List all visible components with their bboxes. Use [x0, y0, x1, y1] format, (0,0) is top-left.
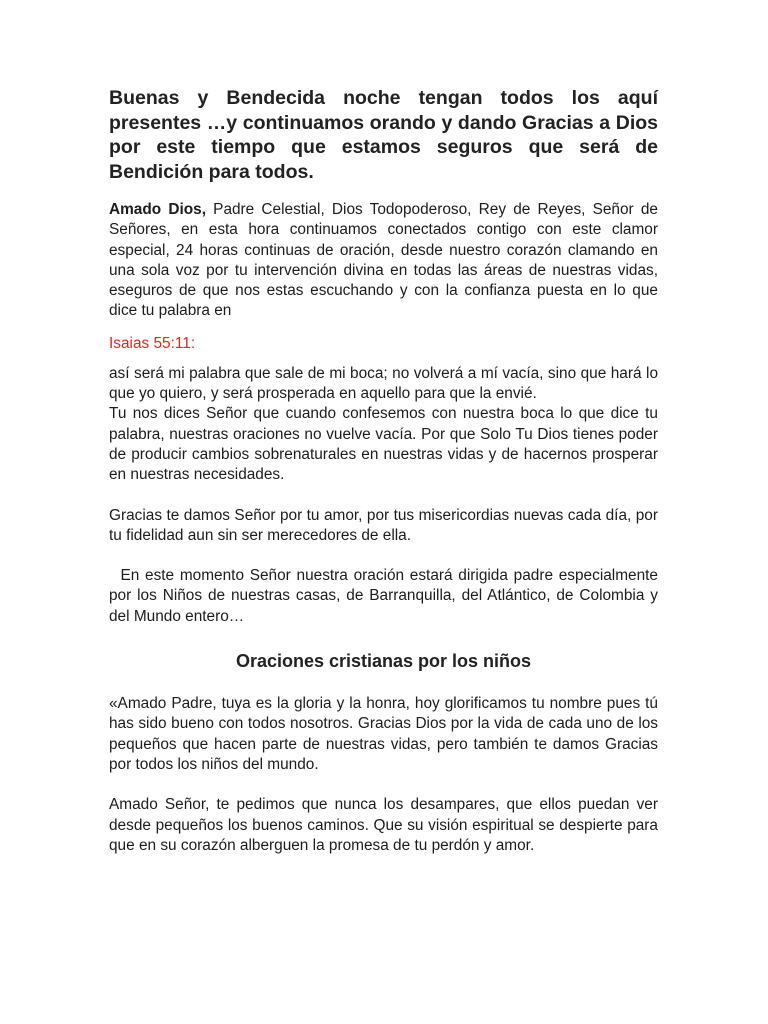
- thanks-paragraph: Gracias te damos Señor por tu amor, por tus misericordias nuevas cada día, por tu fidelidad aun sin ser merecedores de ella.: [109, 506, 658, 544]
- verse-text: así será mi palabra que sale de mi boca; no volverá a mí vacía, sino que hará lo que yo quiero, y será prosperada en aquello para que la envié.: [109, 364, 658, 403]
- section-heading: Oraciones cristianas por los niños: [235, 651, 532, 672]
- focus-paragraph: [109, 566, 658, 627]
- prayer-body: Padre Celestial, Dios Todopoderoso, Rey de Reyes, Señor de Señores, en esta hora continuamos conectados contigo con este clamor especial, 24 horas continuas de oración, desde nuestro corazón clamando en una sola voz por tu intervención divina en todas las áreas de nuestras vidas, eseguros de que nos estas escuchando y con la confianza puesta en lo que dice tu palabra en: [109, 201, 658, 320]
- document-page: [109, 86, 658, 856]
- paragraph-gap: [109, 546, 658, 566]
- children-prayer-paragraph-1: «Amado Padre, tuya es la gloria y la honra, hoy glorificamos tu nombre pues tú has sido bueno con todos nosotros. Gracias Dios por la vida de cada uno de los pequeños que hacen parte de nuestras vidas, pero también te damos Gracias por todos los niños del mundo.: [109, 695, 658, 773]
- verse-reference: Isaias 55:11:: [109, 334, 196, 352]
- opening-prayer-paragraph: [109, 200, 658, 322]
- prayer-lead: Amado Dios,: [109, 201, 206, 218]
- promise-paragraph: Tu nos dices Señor que cuando confesemos con nuestra boca lo que dice tu palabra, nuestras oraciones no vuelve vacía. Por que Solo Tu Dios tienes poder de producir cambios sobrenaturales en nuestras vidas y de hacernos prosperar en nuestras necesidades.: [109, 405, 658, 484]
- children-prayer-paragraph-2: Amado Señor, te pedimos que nunca los desampares, que ellos puedan ver desde pequeños los buenos caminos. Que su visión espiritual se despierte para que en su corazón alberguen la promesa de tu perdón y amor.: [109, 796, 658, 854]
- paragraph-gap: [109, 486, 658, 506]
- focus-text: En este momento Señor nuestra oración estará dirigida padre especialmente por los Niños de nuestras casas, de Barranquilla, del Atlántico, de Colombia y del Mundo entero…: [109, 567, 658, 625]
- paragraph-gap: [109, 775, 658, 795]
- intro-paragraph: Buenas y Bendecida noche tengan todos los aquí presentes …y continuamos orando y dando Gracias a Dios por este tiempo que estamos seguros que será de Bendición para todos.: [109, 87, 658, 183]
